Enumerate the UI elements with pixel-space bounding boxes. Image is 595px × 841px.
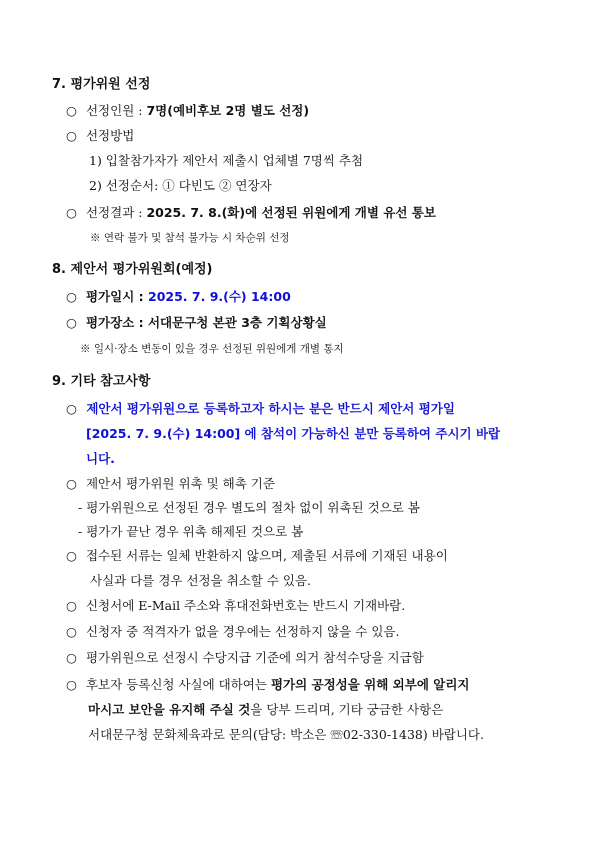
item-value: 7명(예비후보 2명 별도 선정) [146,103,310,118]
bullet-circle-icon: ○ [66,476,77,491]
bullet-circle-icon: ○ [66,315,77,330]
bullet-circle-icon: ○ [66,624,77,639]
s7-item-method [66,128,134,144]
item-label: 평가장소 : 서대문구청 본관 3층 기획상황실 [85,315,327,330]
s9-item-7-line3: 서대문구청 문화체육과로 문의(담당: 박소은 ☏02-330-1438) 바랍니다. [88,727,484,742]
s7-method-sub2: 2) 선정순서: ① 다빈도 ② 연장자 [89,178,272,193]
item-text-bold: 마시고 보안을 유지해 주실 것 [88,702,251,717]
s8-item-place [66,315,327,331]
s9-item-1 [66,401,455,417]
s9-item-5 [66,624,399,640]
bullet-circle-icon: ○ [66,650,77,665]
item-value: 2025. 7. 8.(화)에 선정된 위원에게 개별 유선 통보 [146,205,436,220]
s8-note: ※ 일시·장소 변동이 있을 경우 선정된 위원에게 개별 통지 [80,343,344,355]
item-text: 을 당부 드리며, 기타 궁금한 사항은 [250,702,444,717]
item-text: 평가위원으로 선정시 수당지급 기준에 의거 참석수당을 지급함 [85,650,424,665]
section-7-heading: 7. 평가위원 선정 [52,77,151,92]
bullet-circle-icon: ○ [66,548,77,563]
item-text: 신청자 중 적격자가 없을 경우에는 선정하지 않을 수 있음. [85,624,400,639]
bullet-circle-icon: ○ [66,103,77,118]
s7-item-count [66,103,309,119]
section-8-heading: 8. 제안서 평가위원회(예정) [52,262,213,277]
s9-item-2-dash1: - 평가위원으로 선정된 경우 별도의 절차 없이 위촉된 것으로 봄 [78,500,420,515]
item-text: 제안서 평가위원으로 등록하고자 하시는 분은 반드시 제안서 평가일 [86,401,455,416]
s9-item-6 [66,650,424,666]
item-label: 선정인원 : [85,103,147,118]
item-label: 선정결과 : [85,205,147,220]
s9-item-7-line2 [88,702,443,718]
item-text-bold: 평가의 공정성을 위해 외부에 알리지 [270,677,470,692]
item-text: 신청서에 E-Mail 주소와 휴대전화번호는 반드시 기재바람. [85,598,406,613]
item-text: 후보자 등록신청 사실에 대하여는 [85,677,271,692]
item-label: 평가일시 : [85,289,148,304]
section-9-heading: 9. 기타 참고사항 [52,374,151,389]
s7-method-sub1: 1) 입찰참가자가 제안서 제출시 업체별 7명씩 추첨 [89,153,364,168]
item-text: 접수된 서류는 일체 반환하지 않으며, 제출된 서류에 기재된 내용이 [85,548,448,563]
s9-item-4 [66,598,405,614]
bullet-circle-icon: ○ [66,401,77,416]
bullet-circle-icon: ○ [66,289,77,304]
item-value: 2025. 7. 9.(수) 14:00 [148,289,291,304]
s9-item-7 [66,677,469,693]
bullet-circle-icon: ○ [66,128,77,143]
bullet-circle-icon: ○ [66,598,77,613]
item-text: 제안서 평가위원 위촉 및 해촉 기준 [85,476,275,491]
s9-item-3 [66,548,448,564]
s8-item-datetime [66,289,291,305]
s9-item-1-line3: 니다. [86,451,115,466]
s7-note: ※ 연락 불가 및 참석 불가능 시 차순위 선정 [90,232,290,244]
bullet-circle-icon: ○ [66,677,77,692]
s9-item-1-line2: [2025. 7. 9.(수) 14:00] 에 참석이 가능하신 분만 등록하여 주시기 바랍 [86,426,501,441]
item-label: 선정방법 [85,128,135,143]
s9-item-2-dash2: - 평가가 끝난 경우 위촉 해제된 것으로 봄 [78,524,304,539]
s9-item-2 [66,476,275,492]
bullet-circle-icon: ○ [66,205,77,220]
s9-item-3-line2: 사실과 다를 경우 선정을 취소할 수 있음. [90,573,312,588]
s7-item-result [66,205,436,221]
